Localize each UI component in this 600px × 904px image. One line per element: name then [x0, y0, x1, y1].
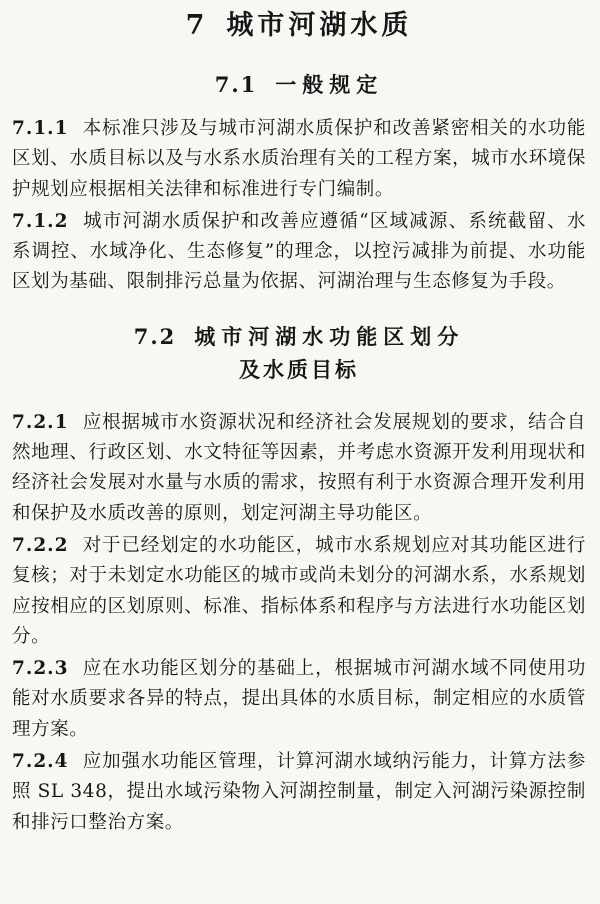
clause-number: 7.2.3: [12, 658, 69, 680]
section-title-7-2: [12, 320, 586, 386]
section-number: 7.2: [133, 323, 177, 349]
chapter-title: [12, 4, 586, 48]
clause-number: 7.1.1: [12, 118, 69, 139]
chapter-number: 7: [185, 10, 205, 41]
section-title-text-line1: 城市河湖水功能区划分: [194, 323, 465, 349]
clause-number: 7.2.2: [12, 534, 69, 556]
clause-number: 7.2.1: [12, 411, 69, 433]
section-title-text-line2: 及水质目标: [239, 356, 359, 382]
clause-text: 本标准只涉及与城市河湖水质保护和改善紧密相关的水功能区划、水质目标以及与水系水质治理有关的工程方案，城市水环境保护规划应根据相关法律和标准进行专门编制。: [12, 118, 586, 200]
section-title-text: 一般规定: [275, 72, 384, 97]
clause-text: 应加强水功能区管理，计算河湖水域纳污能力，计算方法参照 SL 348，提出水域污染物入河湖控制量，制定入河湖污染源控制和排污口整治方案。: [12, 751, 586, 833]
clause-text: 城市河湖水质保护和改善应遵循“区域减源、系统截留、水系调控、水域净化、生态修复”的理念，以控污减排为前提、水功能区划为基础、限制排污总量为依据、河湖治理与生态修复为手段。: [12, 210, 586, 293]
clause-7-1-1: [12, 114, 586, 205]
clause-number: 7.2.4: [12, 751, 69, 773]
clause-7-2-3: [12, 654, 586, 745]
clause-text: 应根据城市水资源状况和经济社会发展规划的要求，结合自然地理、行政区划、水文特征等因素，并考虑水资源开发利用现状和经济社会发展对水量与水质的需求，按照有利于水资源合理开发利用和保护及水质改善的原则，划定河湖主导功能区。: [12, 411, 586, 524]
clause-7-2-4: [12, 747, 586, 838]
section-title-7-1: [12, 68, 586, 104]
clause-7-2-2: [12, 531, 586, 652]
section-number: 7.1: [214, 72, 258, 97]
clause-7-2-1: [12, 408, 586, 529]
clause-text: 应在水功能区划分的基础上，根据城市河湖水域不同使用功能对水质要求各异的特点，提出具体的水质目标，制定相应的水质管理方案。: [12, 658, 586, 740]
clause-number: 7.1.2: [12, 210, 69, 232]
clause-text: 对于已经划定的水功能区，城市水系规划应对其功能区进行复核；对于未划定水功能区的城市或尚未划分的河湖水系，水系规划应按相应的区划原则、标准、指标体系和程序与方法进行水功能区划分。: [12, 534, 586, 647]
chapter-title-text: 城市河湖水质: [226, 10, 413, 41]
clause-7-1-2: [12, 207, 586, 298]
